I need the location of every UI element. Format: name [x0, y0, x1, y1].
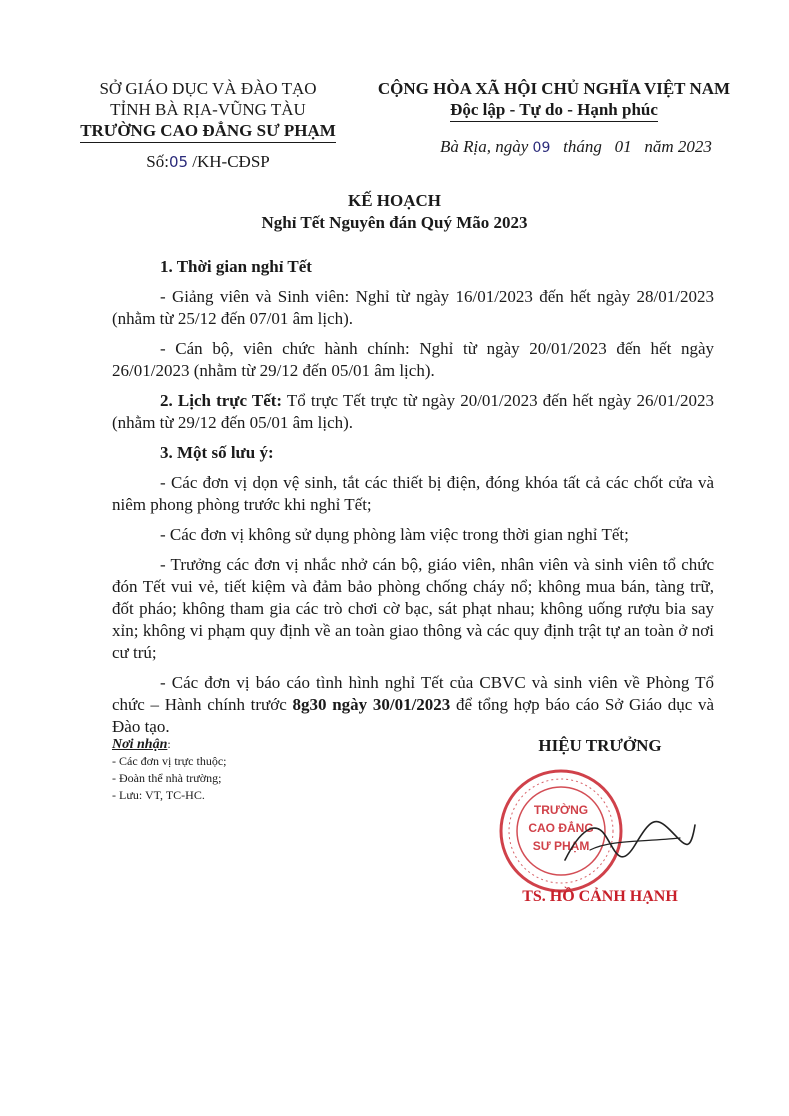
section-2-text: Tổ trực Tết trực từ ngày 20/01/2023 đến hết ngày 26/01/2023 (nhằm từ 29/12 đến 05/01 âm lịch). [112, 391, 714, 432]
country-name: CỘNG HÒA XÃ HỘI CHỦ NGHĨA VIỆT NAM [377, 79, 731, 98]
department-name: SỞ GIÁO DỤC VÀ ĐÀO TẠO [99, 79, 317, 98]
section-3-paragraph-4-a: - Các đơn vị báo cáo tình hình nghỉ Tết của CBVC và sinh viên về Phòng Tổ chức – Hành chính trước [112, 673, 714, 714]
recipients-label: Nơi nhận [112, 737, 168, 752]
national-motto: Độc lập - Tự do - Hạnh phúc [450, 99, 658, 122]
recipients-block [112, 736, 352, 804]
province-name: TỈNH BÀ RỊA-VŨNG TÀU [110, 100, 306, 119]
stamp-text-line-1: TRƯỜNG [533, 803, 589, 817]
document-number-prefix: Số: [146, 152, 169, 171]
document-number [58, 151, 358, 173]
stamp-text-line-3: SƯ PHẠM [532, 839, 590, 853]
section-1-heading: 1. Thời gian nghỉ Tết [160, 257, 312, 276]
section-2-paragraph [112, 390, 714, 434]
recipient-item: - Các đơn vị trực thuộc; [112, 754, 227, 768]
section-3-paragraph-4-b: để tổng hợp báo cáo Sở Giáo dục và Đào tạo. [112, 695, 715, 736]
national-title-block [360, 78, 748, 122]
document-number-handwritten: 05 [168, 153, 189, 171]
section-3-paragraph-3: - Trưởng các đơn vị nhắc nhở cán bộ, giáo viên, nhân viên và sinh viên tổ chức đón Tết vui vẻ, tiết kiệm và đảm bảo phòng chống cháy nổ; không mua bán, tàng trữ, đốt pháo; không tham gia các trò chơi cờ bạc, sát phạt nhau; không uống rượu bia say xỉn; không vi phạm quy định về an toàn giao thông và các quy định trật tự an toàn ở nơi cư trú; [112, 555, 714, 662]
issuing-agency-block [58, 78, 358, 173]
date-day: 09 [532, 140, 551, 156]
section-1-paragraph-2: - Cán bộ, viên chức hành chính: Nghỉ từ ngày 20/01/2023 đến hết ngày 26/01/2023 (nhằm từ 29/12 đến 05/01 âm lịch). [112, 339, 714, 380]
section-3-paragraph-1: - Các đơn vị dọn vệ sinh, tắt các thiết bị điện, đóng khóa tất cả các chốt cửa và niêm phong phòng trước khi nghỉ Tết; [112, 473, 714, 514]
section-2-label: 2. Lịch trực Tết: [160, 391, 283, 410]
date-prefix: Bà Rịa, ngày [440, 137, 529, 156]
handwritten-signature [560, 800, 700, 880]
section-3-heading: 3. Một số lưu ý: [160, 443, 274, 462]
date-month: 01 [614, 137, 632, 156]
date-year: năm 2023 [644, 137, 712, 156]
section-1-paragraph-1: - Giảng viên và Sinh viên: Nghỉ từ ngày 16/01/2023 đến hết ngày 28/01/2023 (nhằm từ 25/12 đến 07/01 âm lịch). [112, 287, 714, 328]
recipients-colon: : [167, 737, 171, 751]
stamp-text-line-2: CAO ĐẲNG [528, 821, 594, 835]
date-line [440, 137, 760, 157]
signer-title: HIỆU TRƯỞNG [538, 736, 662, 755]
document-body [112, 256, 714, 746]
document-title [0, 190, 789, 234]
section-3-paragraph-2: - Các đơn vị không sử dụng phòng làm việc trong thời gian nghỉ Tết; [160, 525, 629, 544]
school-name: TRƯỜNG CAO ĐẲNG SƯ PHẠM [80, 120, 336, 143]
document-number-suffix: /KH-CĐSP [192, 152, 270, 171]
section-3-paragraph-4 [112, 672, 714, 738]
recipient-item: - Đoàn thể nhà trường; [112, 771, 222, 785]
title-line-1: KẾ HOẠCH [347, 191, 442, 210]
recipient-item: - Lưu: VT, TC-HC. [112, 788, 205, 802]
signer-name: TS. HỒ CẢNH HẠNH [522, 888, 678, 905]
date-month-label: tháng [563, 137, 602, 156]
title-line-2: Nghỉ Tết Nguyên đán Quý Mão 2023 [261, 213, 528, 232]
deadline-text: 8g30 ngày 30/01/2023 [292, 695, 451, 714]
